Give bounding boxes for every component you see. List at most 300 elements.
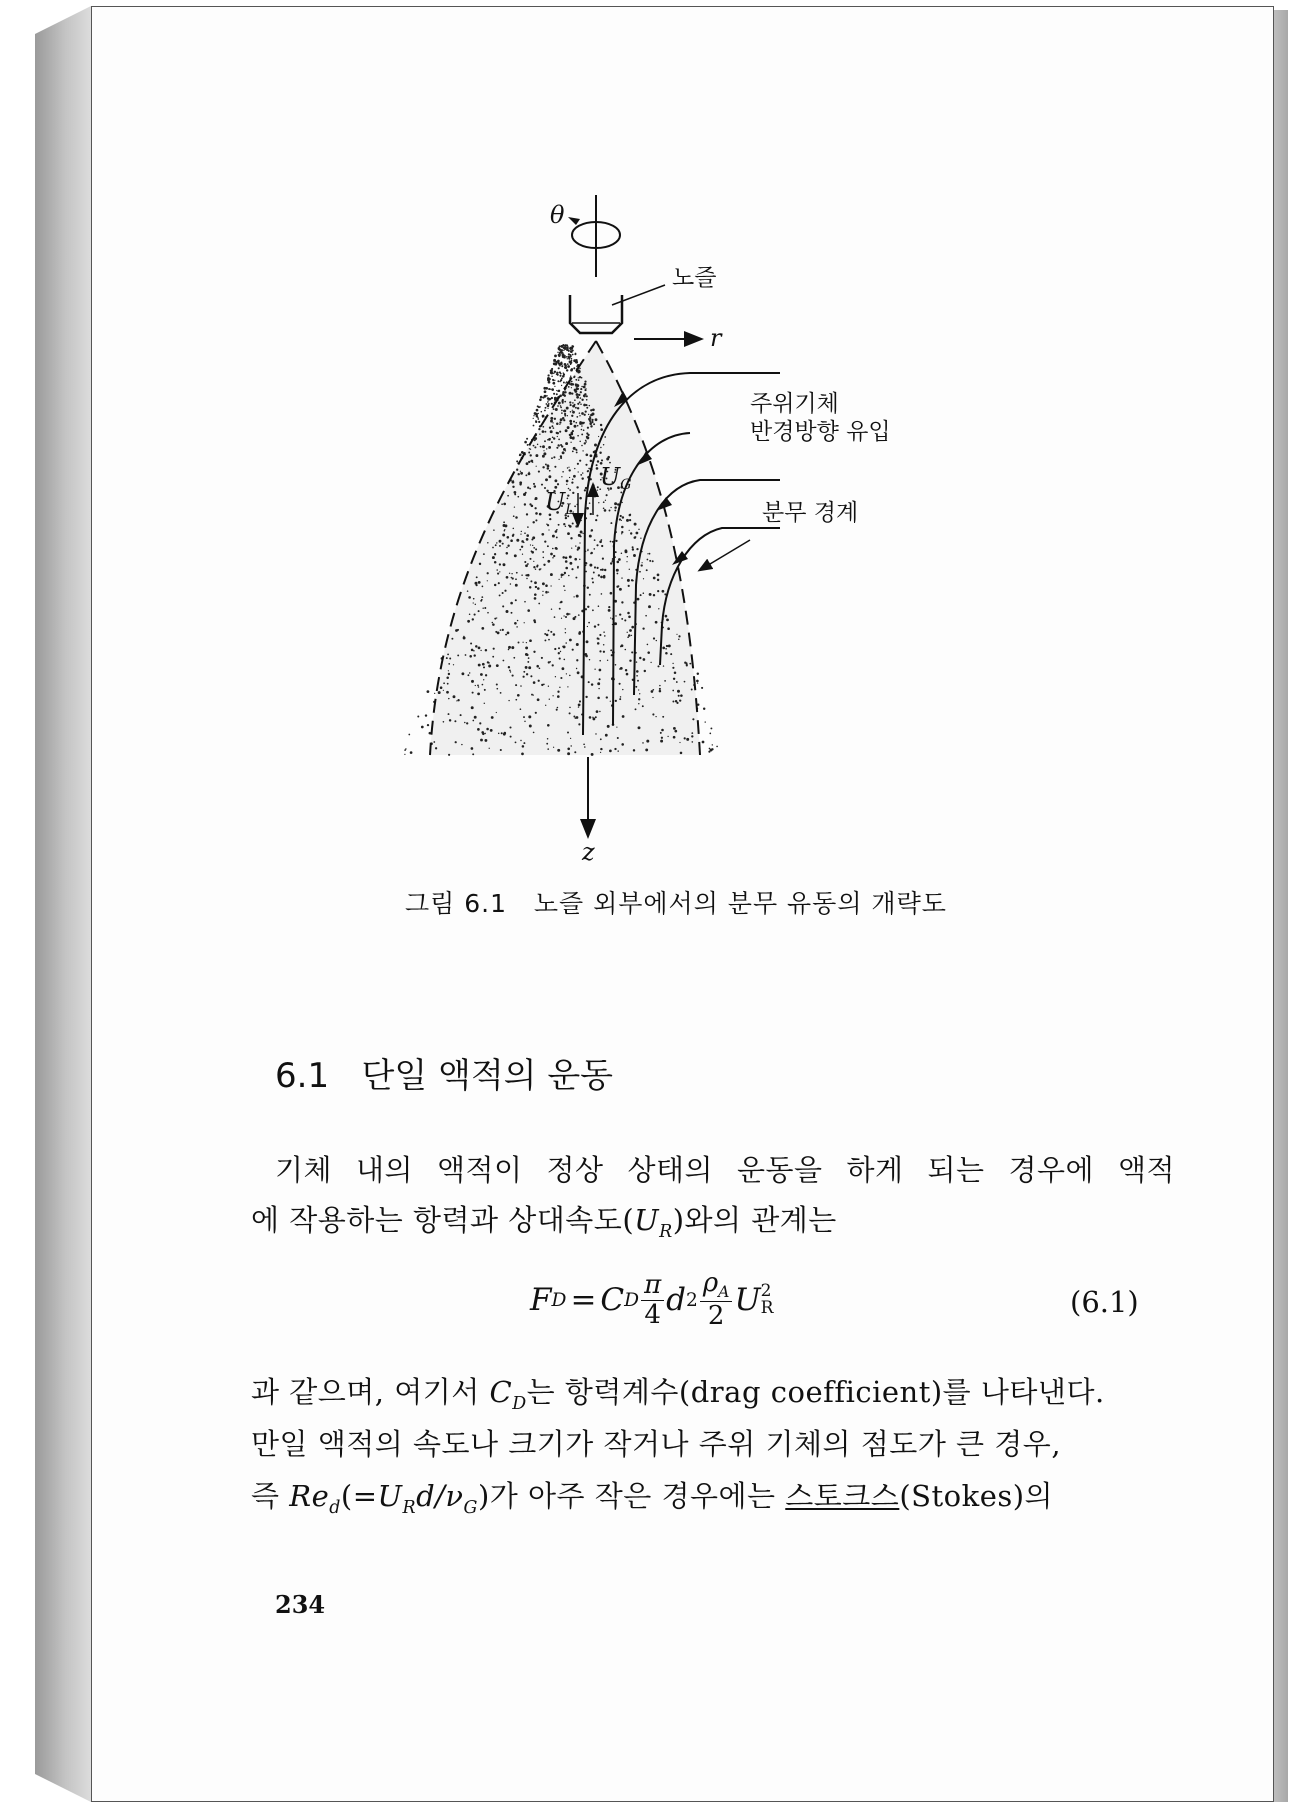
droplet-dot xyxy=(636,675,638,677)
droplet-dot xyxy=(563,659,565,661)
droplet-dot xyxy=(587,427,589,429)
droplet-dot xyxy=(596,544,598,546)
droplet-dot xyxy=(562,471,564,473)
droplet-dot xyxy=(525,666,528,669)
droplet-dot xyxy=(560,418,563,421)
droplet-dot xyxy=(553,393,555,395)
droplet-dot xyxy=(553,383,555,385)
droplet-dot xyxy=(674,671,677,674)
droplet-dot xyxy=(577,463,579,465)
droplet-dot xyxy=(477,684,479,686)
droplet-dot xyxy=(567,732,569,734)
droplet-dot xyxy=(569,361,571,363)
droplet-dot xyxy=(566,407,569,410)
droplet-dot xyxy=(569,384,570,385)
droplet-dot xyxy=(650,662,651,663)
droplet-dot xyxy=(500,692,502,694)
droplet-dot xyxy=(705,721,706,722)
droplet-dot xyxy=(502,592,504,594)
droplet-dot xyxy=(515,578,517,580)
droplet-dot xyxy=(525,574,527,576)
droplet-dot xyxy=(570,411,572,413)
droplet-dot xyxy=(692,718,694,720)
droplet-dot xyxy=(676,681,678,683)
droplet-dot xyxy=(546,448,547,449)
droplet-dot xyxy=(533,418,534,419)
droplet-dot xyxy=(478,610,480,612)
droplet-dot xyxy=(638,726,641,729)
droplet-dot xyxy=(573,475,576,478)
droplet-dot xyxy=(662,716,664,718)
droplet-dot xyxy=(532,521,534,523)
droplet-dot xyxy=(472,753,474,755)
droplet-dot xyxy=(565,450,566,451)
droplet-dot xyxy=(579,559,580,560)
droplet-dot xyxy=(625,649,627,651)
droplet-dot xyxy=(599,451,601,453)
droplet-dot xyxy=(560,405,562,407)
droplet-dot xyxy=(539,434,540,435)
droplet-dot xyxy=(553,633,556,636)
droplet-dot xyxy=(531,551,534,554)
droplet-dot xyxy=(516,539,519,542)
droplet-dot xyxy=(520,708,522,710)
droplet-dot xyxy=(581,425,583,427)
droplet-dot xyxy=(502,605,504,607)
droplet-dot xyxy=(544,410,546,412)
droplet-dot xyxy=(557,352,558,353)
droplet-dot xyxy=(598,502,599,503)
droplet-dot xyxy=(528,657,530,659)
droplet-dot xyxy=(559,354,560,355)
droplet-dot xyxy=(585,441,586,442)
paragraph2-line2: 만일 액적의 속도나 크기가 작거나 주위 기체의 점도가 큰 경우, xyxy=(251,1427,1062,1461)
droplet-dot xyxy=(627,612,630,615)
spray-figure xyxy=(400,195,960,865)
droplet-dot xyxy=(533,566,535,568)
droplet-dot xyxy=(659,688,661,690)
droplet-dot xyxy=(464,722,466,724)
droplet-dot xyxy=(659,685,660,686)
droplet-dot xyxy=(632,580,634,582)
droplet-dot xyxy=(497,632,500,635)
droplet-dot xyxy=(638,689,639,690)
droplet-dot xyxy=(569,525,572,528)
droplet-dot xyxy=(558,363,561,366)
droplet-dot xyxy=(502,629,504,631)
droplet-dot xyxy=(572,522,574,524)
droplet-dot xyxy=(579,700,581,702)
droplet-dot xyxy=(557,695,560,698)
droplet-dot xyxy=(547,724,550,727)
droplet-dot xyxy=(540,396,543,399)
droplet-dot xyxy=(556,447,558,449)
droplet-dot xyxy=(565,632,566,633)
droplet-dot xyxy=(585,388,586,389)
droplet-dot xyxy=(547,738,549,740)
droplet-dot xyxy=(594,444,597,447)
droplet-dot xyxy=(578,471,579,472)
droplet-dot xyxy=(500,629,502,631)
droplet-dot xyxy=(471,747,474,750)
droplet-dot xyxy=(448,673,450,675)
droplet-dot xyxy=(569,555,572,558)
droplet-dot xyxy=(571,392,573,394)
droplet-dot xyxy=(492,547,494,549)
droplet-dot xyxy=(548,475,551,478)
droplet-dot xyxy=(559,608,561,610)
droplet-dot xyxy=(564,590,565,591)
droplet-dot xyxy=(540,406,541,407)
droplet-dot xyxy=(570,369,573,372)
droplet-dot xyxy=(471,680,474,683)
droplet-dot xyxy=(583,386,586,389)
droplet-dot xyxy=(625,669,627,671)
droplet-dot xyxy=(544,395,547,398)
droplet-dot xyxy=(474,654,476,656)
droplet-dot xyxy=(529,488,531,490)
droplet-dot xyxy=(586,395,588,397)
droplet-dot xyxy=(558,647,560,649)
droplet-dot xyxy=(643,578,644,579)
droplet-dot xyxy=(570,404,572,406)
droplet-dot xyxy=(520,740,521,741)
droplet-dot xyxy=(449,719,451,721)
droplet-dot xyxy=(508,666,510,668)
droplet-dot xyxy=(520,472,523,475)
droplet-dot xyxy=(679,699,681,701)
droplet-dot xyxy=(446,657,448,659)
droplet-dot xyxy=(603,651,605,653)
droplet-dot xyxy=(544,390,547,393)
droplet-dot xyxy=(490,729,493,732)
droplet-dot xyxy=(485,674,487,676)
droplet-dot xyxy=(569,420,572,423)
droplet-dot xyxy=(572,410,573,411)
droplet-dot xyxy=(640,538,641,539)
droplet-dot xyxy=(553,747,554,748)
droplet-dot xyxy=(580,535,582,537)
droplet-dot xyxy=(548,639,550,641)
droplet-dot xyxy=(559,431,561,433)
droplet-dot xyxy=(496,683,498,685)
droplet-dot xyxy=(541,533,544,536)
droplet-dot xyxy=(592,421,593,422)
droplet-dot xyxy=(597,642,600,645)
droplet-dot xyxy=(633,749,635,751)
droplet-dot xyxy=(620,696,622,698)
droplet-dot xyxy=(658,608,659,609)
droplet-dot xyxy=(535,512,538,515)
droplet-dot xyxy=(457,699,459,701)
droplet-dot xyxy=(523,542,525,544)
droplet-dot xyxy=(599,650,601,652)
droplet-dot xyxy=(533,547,535,549)
droplet-dot xyxy=(525,653,528,656)
droplet-dot xyxy=(479,722,481,724)
droplet-dot xyxy=(553,361,554,362)
droplet-dot xyxy=(554,479,557,482)
droplet-dot xyxy=(563,523,565,525)
droplet-dot xyxy=(461,672,464,675)
droplet-dot xyxy=(607,725,610,728)
droplet-dot xyxy=(648,605,651,608)
droplet-dot xyxy=(621,553,623,555)
droplet-dot xyxy=(569,489,571,491)
droplet-dot xyxy=(491,716,494,719)
droplet-dot xyxy=(632,548,634,550)
droplet-dot xyxy=(557,436,558,437)
droplet-dot xyxy=(582,450,583,451)
droplet-dot xyxy=(528,715,531,718)
droplet-dot xyxy=(507,495,509,497)
droplet-dot xyxy=(574,468,575,469)
droplet-dot xyxy=(577,403,579,405)
droplet-dot xyxy=(545,591,548,594)
droplet-dot xyxy=(569,639,572,642)
droplet-dot xyxy=(553,456,555,458)
droplet-dot xyxy=(565,429,568,432)
droplet-dot xyxy=(616,727,617,728)
droplet-dot xyxy=(579,421,582,424)
droplet-dot xyxy=(580,391,582,393)
droplet-dot xyxy=(643,658,646,661)
droplet-dot xyxy=(573,436,575,438)
droplet-dot xyxy=(614,748,616,750)
droplet-dot xyxy=(484,703,485,704)
droplet-dot xyxy=(507,545,509,547)
droplet-dot xyxy=(603,507,605,509)
droplet-dot xyxy=(467,590,469,592)
droplet-dot xyxy=(481,599,483,601)
droplet-dot xyxy=(567,532,570,535)
droplet-dot xyxy=(557,707,559,709)
droplet-dot xyxy=(603,631,605,633)
droplet-dot xyxy=(558,579,559,580)
droplet-dot xyxy=(557,691,559,693)
droplet-dot xyxy=(509,726,511,728)
droplet-dot xyxy=(548,529,549,530)
droplet-dot xyxy=(579,497,582,500)
droplet-dot xyxy=(487,572,489,574)
droplet-dot xyxy=(585,696,587,698)
droplet-dot xyxy=(600,738,602,740)
droplet-dot xyxy=(646,740,649,743)
droplet-dot xyxy=(508,648,509,649)
droplet-dot xyxy=(512,675,514,677)
droplet-dot xyxy=(534,597,537,600)
droplet-dot xyxy=(552,437,554,439)
droplet-dot xyxy=(636,532,639,535)
droplet-dot xyxy=(512,486,514,488)
droplet-dot xyxy=(677,690,680,693)
droplet-dot xyxy=(548,403,550,405)
droplet-dot xyxy=(560,651,561,652)
droplet-dot xyxy=(605,500,606,501)
droplet-dot xyxy=(565,560,568,563)
droplet-dot xyxy=(542,582,545,585)
droplet-dot xyxy=(627,636,629,638)
droplet-dot xyxy=(645,748,648,751)
droplet-dot xyxy=(535,586,537,588)
droplet-dot xyxy=(508,700,509,701)
droplet-dot xyxy=(552,664,554,666)
droplet-dot xyxy=(557,380,559,382)
droplet-dot xyxy=(626,519,629,522)
droplet-dot xyxy=(477,728,480,731)
droplet-dot xyxy=(589,422,592,425)
droplet-dot xyxy=(484,607,486,609)
droplet-dot xyxy=(712,744,713,745)
droplet-dot xyxy=(548,591,549,592)
droplet-dot xyxy=(513,528,515,530)
droplet-dot xyxy=(533,651,535,653)
droplet-dot xyxy=(622,516,624,518)
droplet-dot xyxy=(534,439,536,441)
droplet-dot xyxy=(607,456,610,459)
droplet-dot xyxy=(443,682,445,684)
paragraph2-line1: 과 같으며, 여기서 $C_D$는 항력계수(drag coefficient)를 나타낸다. xyxy=(251,1375,1105,1414)
droplet-dot xyxy=(593,548,595,550)
droplet-dot xyxy=(578,614,580,616)
droplet-dot xyxy=(537,418,539,420)
droplet-dot xyxy=(484,689,486,691)
droplet-dot xyxy=(625,550,628,553)
droplet-dot xyxy=(696,680,699,683)
droplet-dot xyxy=(550,372,553,375)
droplet-dot xyxy=(455,741,457,743)
droplet-dot xyxy=(591,419,593,421)
droplet-dot xyxy=(567,686,568,687)
droplet-dot xyxy=(661,737,663,739)
droplet-dot xyxy=(589,564,592,567)
droplet-dot xyxy=(523,671,525,673)
droplet-dot xyxy=(563,350,564,351)
droplet-dot xyxy=(512,481,515,484)
droplet-dot xyxy=(691,732,693,734)
droplet-dot xyxy=(563,585,565,587)
droplet-dot xyxy=(680,694,683,697)
droplet-dot xyxy=(570,745,571,746)
droplet-dot xyxy=(546,634,549,637)
droplet-dot xyxy=(606,494,608,496)
droplet-dot xyxy=(592,609,594,611)
droplet-dot xyxy=(499,563,501,565)
droplet-dot xyxy=(610,592,613,595)
droplet-dot xyxy=(621,618,623,620)
droplet-dot xyxy=(498,582,500,584)
droplet-dot xyxy=(614,506,617,509)
droplet-dot xyxy=(554,466,556,468)
droplet-dot xyxy=(621,743,624,746)
droplet-dot xyxy=(568,488,570,490)
droplet-dot xyxy=(534,581,537,584)
droplet-dot xyxy=(534,485,537,488)
droplet-dot xyxy=(576,668,577,669)
droplet-dot xyxy=(593,572,595,574)
droplet-dot xyxy=(536,466,537,467)
droplet-dot xyxy=(551,413,553,415)
droplet-dot xyxy=(549,438,551,440)
droplet-dot xyxy=(473,602,474,603)
droplet-dot xyxy=(638,703,639,704)
droplet-dot xyxy=(569,347,571,349)
droplet-dot xyxy=(585,453,588,456)
droplet-dot xyxy=(550,553,553,556)
droplet-dot xyxy=(619,518,621,520)
droplet-dot xyxy=(446,677,449,680)
droplet-dot xyxy=(571,381,573,383)
droplet-dot xyxy=(515,699,517,701)
droplet-dot xyxy=(537,587,540,590)
droplet-dot xyxy=(559,687,560,688)
droplet-dot xyxy=(579,542,580,543)
droplet-dot xyxy=(642,562,643,563)
droplet-dot xyxy=(646,569,648,571)
droplet-dot xyxy=(572,345,574,347)
droplet-dot xyxy=(561,410,563,412)
droplet-dot xyxy=(453,664,454,665)
r-axis-label: r xyxy=(710,324,722,352)
theta-label: θ xyxy=(550,201,565,229)
droplet-dot xyxy=(469,614,471,616)
droplet-dot xyxy=(559,375,561,377)
droplet-dot xyxy=(560,601,562,603)
droplet-dot xyxy=(506,610,509,613)
droplet-dot xyxy=(595,733,596,734)
droplet-dot xyxy=(610,522,612,524)
droplet-dot xyxy=(655,716,656,717)
droplet-dot xyxy=(587,586,589,588)
droplet-dot xyxy=(622,715,625,718)
droplet-dot xyxy=(580,403,582,405)
droplet-dot xyxy=(554,363,557,366)
droplet-dot xyxy=(507,632,510,635)
droplet-dot xyxy=(434,693,435,694)
droplet-dot xyxy=(554,648,556,650)
droplet-dot xyxy=(523,716,525,718)
droplet-dot xyxy=(597,637,599,639)
droplet-dot xyxy=(631,626,634,629)
droplet-dot xyxy=(580,376,582,378)
droplet-dot xyxy=(621,577,622,578)
droplet-dot xyxy=(617,561,620,564)
droplet-dot xyxy=(535,569,536,570)
droplet-dot xyxy=(673,736,676,739)
droplet-dot xyxy=(556,422,559,425)
droplet-dot xyxy=(588,622,590,624)
droplet-dot xyxy=(435,747,437,749)
droplet-dot xyxy=(557,444,559,446)
droplet-dot xyxy=(540,446,542,448)
droplet-dot xyxy=(639,571,641,573)
droplet-dot xyxy=(483,666,485,668)
droplet-dot xyxy=(546,743,548,745)
droplet-dot xyxy=(563,419,565,421)
droplet-dot xyxy=(505,634,507,636)
droplet-dot xyxy=(568,467,569,468)
droplet-dot xyxy=(607,660,608,661)
droplet-dot xyxy=(652,713,654,715)
droplet-dot xyxy=(621,644,624,647)
droplet-dot xyxy=(548,446,551,449)
droplet-dot xyxy=(576,449,577,450)
droplet-dot xyxy=(580,474,582,476)
droplet-dot xyxy=(536,409,539,412)
droplet-dot xyxy=(588,468,590,470)
droplet-dot xyxy=(664,680,666,682)
droplet-dot xyxy=(657,665,659,667)
